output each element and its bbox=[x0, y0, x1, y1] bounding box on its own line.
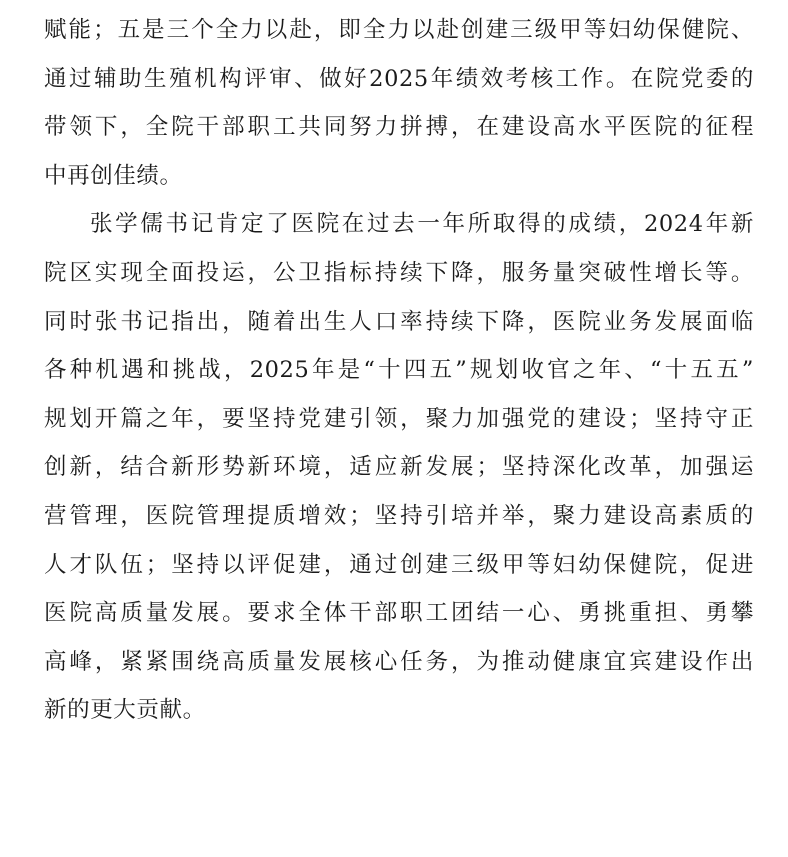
text-line: 张学儒书记肯定了医院在过去一年所取得的成绩，2024年新 bbox=[90, 211, 754, 238]
text-line: 营管理，医院管理提质增效；坚持引培并举，聚力建设高素质的 bbox=[44, 502, 754, 529]
text-line: 赋能；五是三个全力以赴，即全力以赴创建三级甲等妇幼保健院、 bbox=[44, 17, 754, 43]
text-line: 人才队伍；坚持以评促建，通过创建三级甲等妇幼保健院，促进 bbox=[44, 551, 754, 578]
text-line: 规划开篇之年，要坚持党建引领，聚力加强党的建设；坚持守正 bbox=[44, 405, 754, 432]
text-line: 新的更大贡献。 bbox=[44, 697, 206, 724]
text-line: 院区实现全面投运，公卫指标持续下降，服务量突破性增长等。 bbox=[44, 259, 754, 286]
text-line: 同时张书记指出，随着出生人口率持续下降，医院业务发展面临 bbox=[44, 308, 754, 335]
text-line: 高峰，紧紧围绕高质量发展核心任务，为推动健康宜宾建设作出 bbox=[44, 648, 754, 675]
text-line: 医院高质量发展。要求全体干部职工团结一心、勇挑重担、勇攀 bbox=[44, 600, 754, 627]
text-line: 创新，结合新形势新环境，适应新发展；坚持深化改革，加强运 bbox=[44, 454, 754, 481]
paragraph-1 bbox=[44, 6, 754, 200]
document-body bbox=[44, 0, 754, 735]
text-line: 各种机遇和挑战，2025年是“十四五”规划收官之年、“十五五” bbox=[44, 357, 754, 384]
paragraph-2 bbox=[44, 200, 754, 735]
text-line: 通过辅助生殖机构评审、做好2025年绩效考核工作。在院党委的 bbox=[44, 65, 754, 92]
text-line: 中再创佳绩。 bbox=[44, 162, 183, 189]
text-line: 带领下，全院干部职工共同努力拼搏，在建设高水平医院的征程 bbox=[44, 114, 754, 141]
